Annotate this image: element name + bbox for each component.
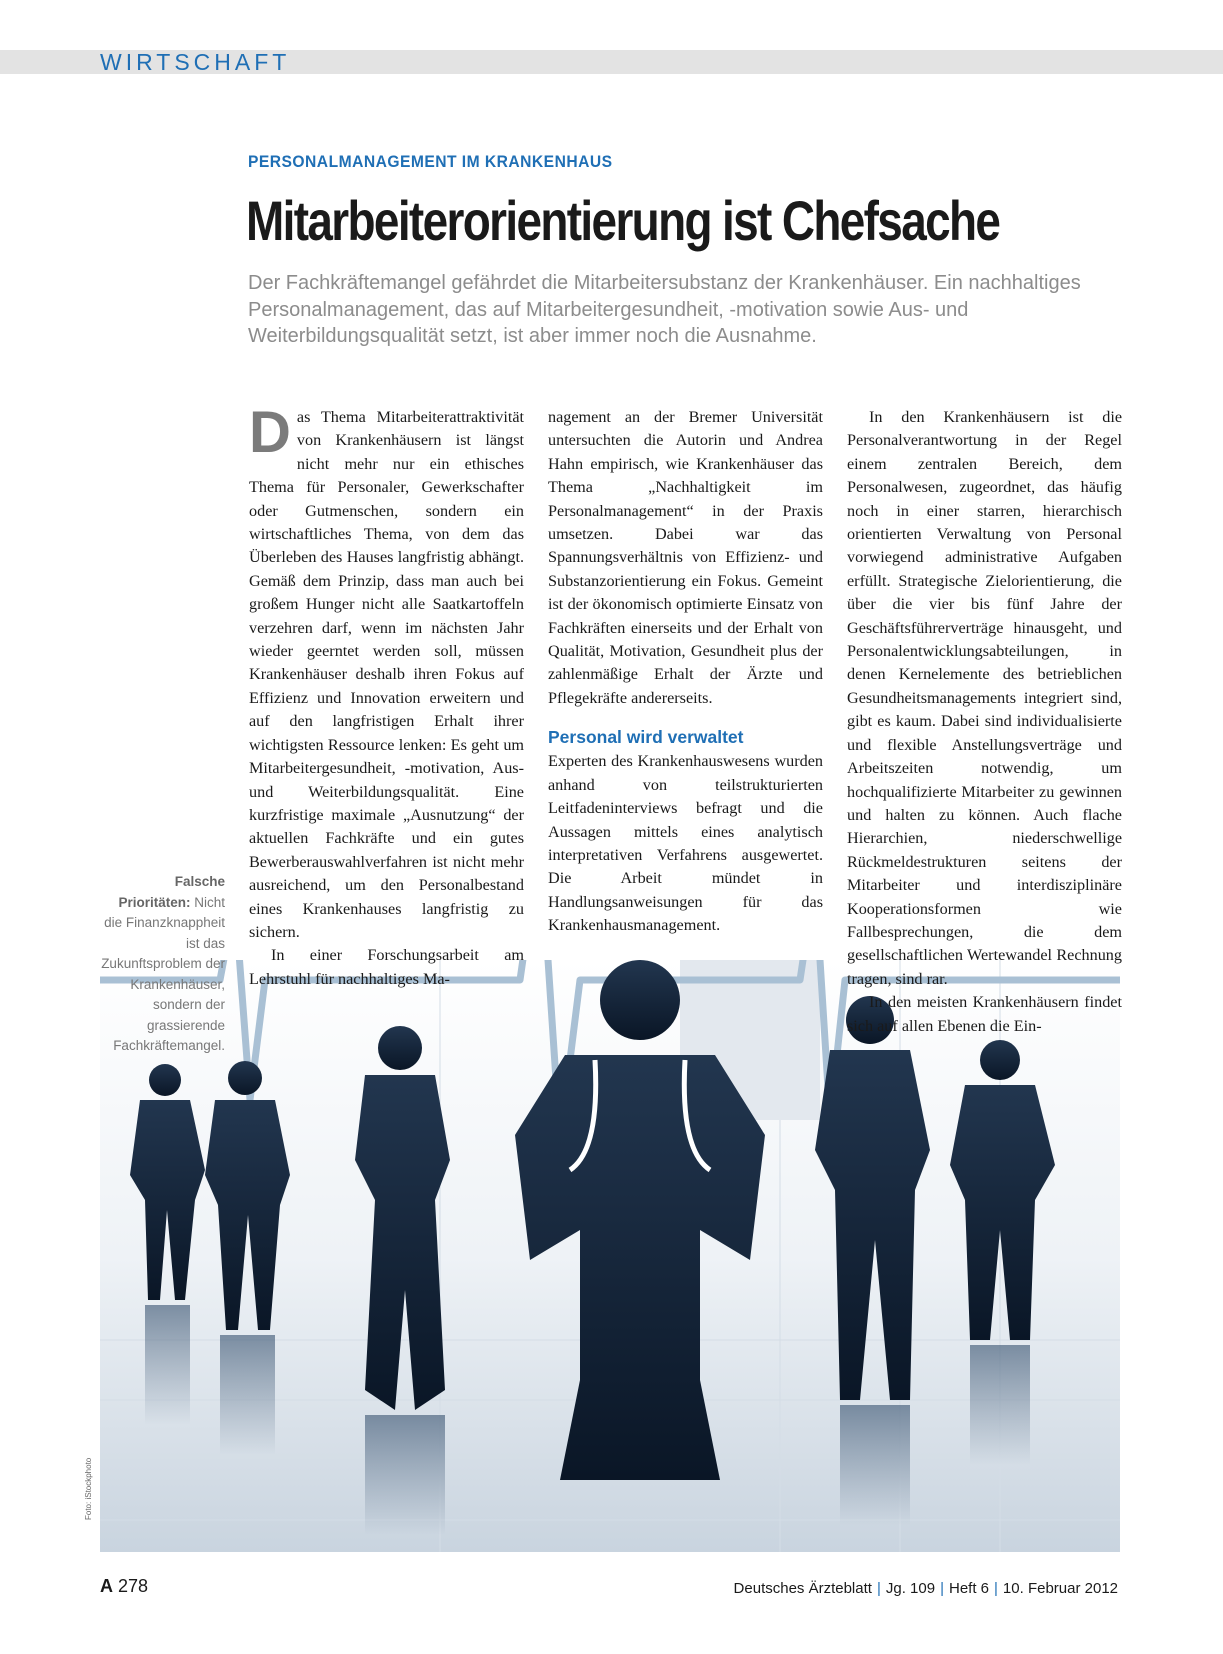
- paragraph-6: In den meisten Krankenhäusern findet sich auf allen Ebenen die Ein-: [847, 993, 1122, 1035]
- caption-title: Falsche Prioritäten:: [118, 874, 225, 910]
- paragraph-2: In einer Forschungsarbeit am Lehrstuhl für nachhaltiges Ma-: [249, 946, 524, 988]
- footer-separator: |: [994, 1580, 998, 1597]
- paragraph-5: In den Krankenhäusern ist die Personalverantwortung in der Regel einem zentralen Bereich, dem Personalwesen, zugeordnet, das häufig noch in einer starren, hierarchisch orientierten Verwaltung von Personal vorwiegend administrative Aufgaben erfüllt. Strategische Zielorientierung, die über die vier bis fünf Jahre der Geschäftsführerverträge hinausgeht, und Personalentwicklungsabteilungen, in denen Kernelemente des betrieblichen Gesundheitsmanagements integriert sind, gibt es kaum. Dabei sind individualisierte und flexible Anstellungsverträge und Arbeitszeiten notwendig, um hochqualifizierte Mitarbeiter zu gewinnen und halten zu können. Auch flache Hierarchien, niederschwellige Rückmeldestrukturen seitens der Mitarbeiter und interdisziplinäre Kooperationsformen wie Fallbesprechungen, die dem gesellschaftlichen Wertewandel Rechnung tragen, sind rar.: [847, 408, 1122, 988]
- journal-name: Deutsches Ärzteblatt: [733, 1580, 872, 1597]
- page-prefix: A: [100, 1576, 113, 1596]
- medical-staff-illustration: [100, 960, 1120, 1552]
- paragraph-1: as Thema Mitarbeiterattraktivität von Krankenhäusern ist längst nicht mehr nur ein ethisches Thema für Personaler, Gewerkschafter oder Gutmenschen, sondern ein wirtschaftliches Thema, von dem das Überleben des Hauses langfristig abhängt. Gemäß dem Prinzip, dass man auch bei großem Hunger nicht alle Saatkartoffeln verzehren darf, wenn im nächsten Jahr wieder geerntet werden soll, müssen Krankenhäuser deshalb ihren Fokus auf Effizienz und Innovation erweitern und auf den langfristigen Erhalt ihrer wichtigsten Ressource lenken: Es geht um Mitarbeitergesundheit, -motivation, Aus- und Weiterbildungsqualität. Eine kurzfristige maximale „Ausnutzung“ der aktuellen Fachkräfte und ein gutes Bewerberauswahlverfahren ist nicht mehr ausreichend, um den Personalbestand eines Krankenhauses langfristig zu sichern.: [249, 408, 524, 941]
- caption-text: Nicht die Finanzknappheit ist das Zukunftsproblem der Krankenhäuser, sondern der grassierende Fachkräftemangel.: [101, 894, 225, 1053]
- text-column-2: [548, 406, 823, 938]
- article-kicker: PERSONALMANAGEMENT IM KRANKENHAUS: [248, 152, 613, 171]
- footer-publication-info: [734, 1580, 1118, 1597]
- image-caption: [100, 872, 225, 1057]
- dropcap: D: [249, 400, 291, 465]
- journal-date: 10. Februar 2012: [1002, 1580, 1118, 1597]
- text-column-1: [249, 400, 524, 991]
- journal-volume: Jg. 109: [885, 1580, 936, 1597]
- footer-separator: |: [940, 1580, 944, 1597]
- article-headline: Mitarbeiterorientierung ist Chefsache: [246, 189, 1000, 252]
- paragraph-3: nagement an der Bremer Universität untersuchten die Autorin und Andrea Hahn empirisch, wie Krankenhäuser das Thema „Nachhaltigkeit im Personalmanagement“ in der Praxis umsetzen. Dabei war das Spannungsverhältnis von Effizienz- und Substanzorientierung ein Fokus. Gemeint ist der ökonomisch optimierte Einsatz von Fachkräften einerseits und der Erhalt von Qualität, Motivation, Gesundheit plus der zahlenmäßige Erhalt der Ärzte und Pflegekräfte andererseits.: [548, 408, 823, 707]
- article-lead: Der Fachkräftemangel gefährdet die Mitarbeitersubstanz der Krankenhäuser. Ein nachhaltiges Personalmanagement, das auf Mitarbeitergesundheit, -motivation sowie Aus- und Weiterbildungsqualität setzt, ist aber immer noch die Ausnahme.: [248, 272, 1081, 347]
- footer-separator: |: [876, 1580, 881, 1597]
- page-number-value: 278: [118, 1576, 149, 1596]
- photo-credit: Foto: iStockphoto: [84, 1457, 93, 1520]
- paragraph-4: Experten des Krankenhauswesens wurden anhand von teilstrukturierten Leitfadeninterviews befragt und die Aussagen mittels eines analytisch interpretativen Verfahrens ausgewertet. Die Arbeit mündet in Handlungsanweisungen für das Krankenhausmanagement.: [548, 752, 823, 935]
- section-label: WIRTSCHAFT: [100, 49, 291, 75]
- subheading: Personal wird verwaltet: [548, 727, 744, 748]
- text-column-3: [847, 406, 1122, 1038]
- journal-issue: Heft 6: [948, 1580, 990, 1597]
- page-number: [100, 1576, 148, 1597]
